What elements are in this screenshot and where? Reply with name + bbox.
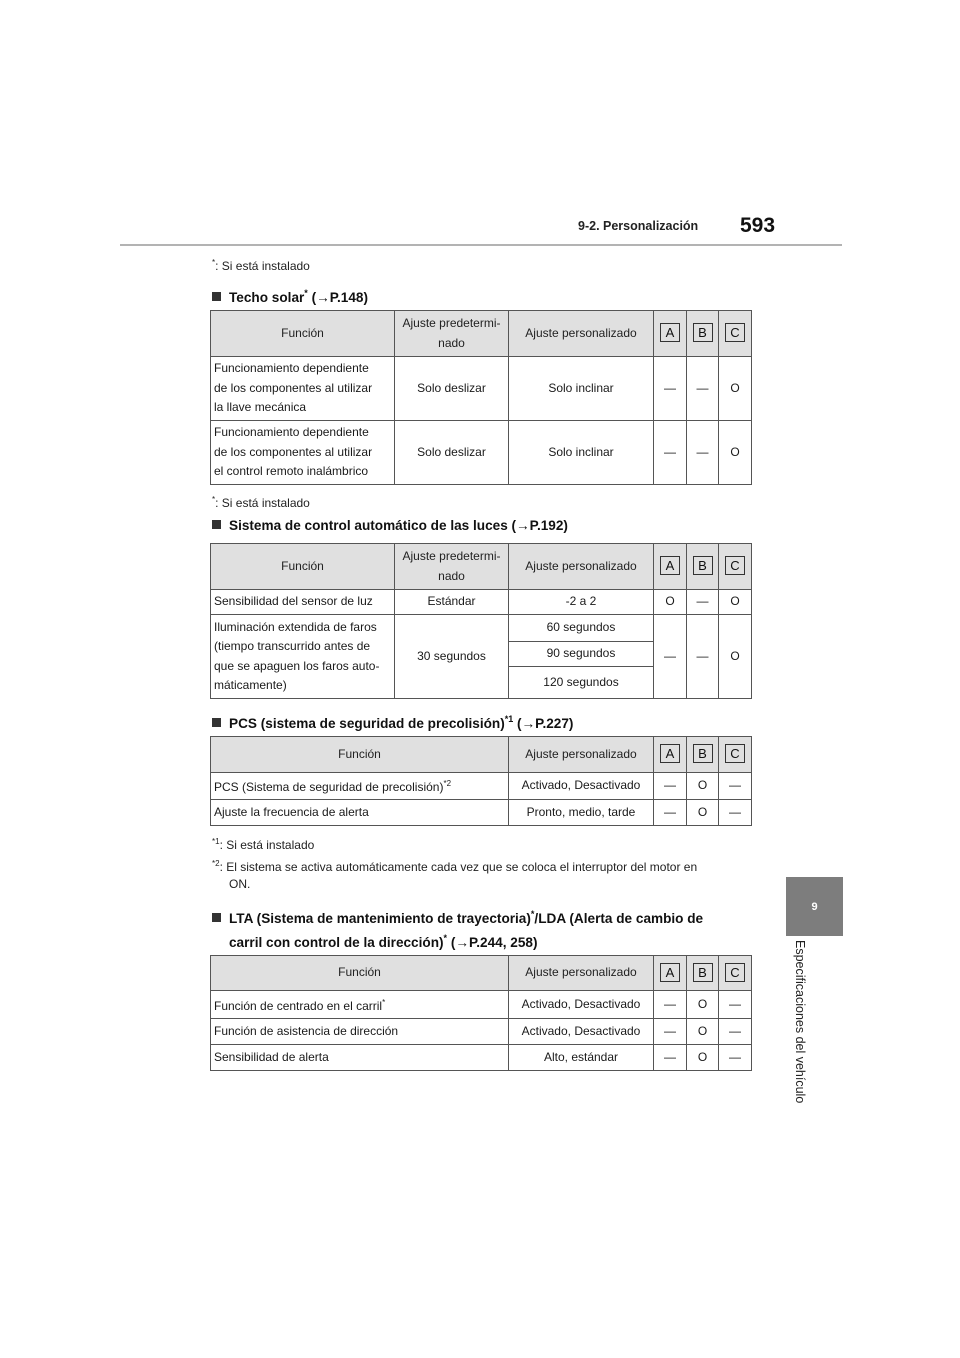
col-ajuste-personalizado: Ajuste personalizado	[509, 544, 654, 590]
cell-personalizado: Alto, estándar	[509, 1045, 654, 1071]
cell-b: —	[687, 421, 719, 485]
cell-a: —	[654, 800, 687, 826]
letter-b-icon: B	[693, 744, 713, 763]
col-b	[687, 311, 719, 357]
cell-b: —	[687, 615, 719, 699]
cell-a: —	[654, 1045, 687, 1071]
letter-c-icon: C	[725, 963, 745, 982]
table-row	[211, 1045, 752, 1071]
col-c	[719, 311, 752, 357]
section-heading: 9-2. Personalización	[578, 219, 699, 233]
cell-a: —	[654, 421, 687, 485]
col-funcion: Función	[211, 956, 509, 991]
table-lta	[210, 955, 752, 1071]
note-techo: *: Si está instalado	[212, 495, 310, 510]
cell-personalizado: -2 a 2	[509, 590, 654, 615]
note-techo-text: Si está instalado	[221, 496, 310, 510]
cell-personalizado: Solo inclinar	[509, 357, 654, 421]
letter-c-icon: C	[725, 556, 745, 575]
page-number: 593	[740, 214, 776, 237]
cell-personalizado: Pronto, medio, tarde	[509, 800, 654, 826]
section-title-techo: Techo solar* (→P.148)	[212, 279, 368, 312]
table-row	[211, 1019, 752, 1045]
cell-personalizado: Activado, Desactivado	[509, 1019, 654, 1045]
table-pcs	[210, 736, 752, 826]
col-a	[654, 737, 687, 773]
cell-b: —	[687, 590, 719, 615]
table-header-row	[211, 737, 752, 773]
note-pcs-1: $^{*1}$: Si está instalado	[212, 837, 315, 852]
col-b	[687, 956, 719, 991]
cell-b: O	[687, 800, 719, 826]
col-b	[687, 544, 719, 590]
col-ajuste-personalizado: Ajuste personalizado	[509, 737, 654, 773]
section-title-luces: Sistema de control automático de las luces (→P.192)	[212, 512, 568, 540]
col-ajuste-predeterminado: Ajuste predetermi- nado	[395, 311, 509, 357]
cell-personalizado: 120 segundos	[509, 667, 654, 699]
cell-c: —	[719, 800, 752, 826]
col-funcion: Función	[211, 311, 395, 357]
section-title-lta-line2: carril con control de la dirección)* (→P.244, 258)	[229, 933, 538, 950]
cell-personalizado: Activado, Desactivado	[509, 773, 654, 800]
col-ajuste-predeterminado: Ajuste predetermi- nado	[395, 544, 509, 590]
note-pcs-1-text: Si está instalado	[226, 838, 315, 852]
cell-predeterminado: 30 segundos	[395, 615, 509, 699]
cell-personalizado: 90 segundos	[509, 642, 654, 667]
col-funcion: Función	[211, 544, 395, 590]
letter-a-icon: A	[660, 744, 680, 763]
chapter-label: Especificaciones del vehículo	[793, 940, 807, 1104]
table-row	[211, 991, 752, 1019]
cell-b: O	[687, 773, 719, 800]
cell-c: O	[719, 357, 752, 421]
letter-c-icon: C	[725, 744, 745, 763]
cell-a: —	[654, 991, 687, 1019]
note-top-text: Si está instalado	[221, 259, 310, 273]
table-header-row	[211, 544, 752, 590]
table-header-row	[211, 311, 752, 357]
col-a	[654, 311, 687, 357]
col-b	[687, 737, 719, 773]
col-c	[719, 544, 752, 590]
table-luces	[210, 543, 752, 699]
cell-c: —	[719, 1045, 752, 1071]
cell-b: O	[687, 991, 719, 1019]
table-row	[211, 800, 752, 826]
note-top: *: Si está instalado	[212, 258, 310, 273]
cell-c: —	[719, 773, 752, 800]
cell-personalizado: Solo inclinar	[509, 421, 654, 485]
col-ajuste-personalizado: Ajuste personalizado	[509, 956, 654, 991]
cell-predeterminado: Estándar	[395, 590, 509, 615]
bullet-icon	[212, 913, 221, 922]
cell-funcion: Sensibilidad del sensor de luz	[211, 590, 395, 615]
col-funcion: Función	[211, 737, 509, 773]
cell-funcion: PCS (Sistema de seguridad de precolisión)$^{*2}$	[211, 773, 509, 800]
col-c	[719, 737, 752, 773]
cell-funcion: Sensibilidad de alerta	[211, 1045, 509, 1071]
table-row	[211, 773, 752, 800]
cell-b: O	[687, 1019, 719, 1045]
table-row	[211, 357, 752, 421]
col-a	[654, 956, 687, 991]
cell-b: O	[687, 1045, 719, 1071]
cell-c: —	[719, 991, 752, 1019]
letter-b-icon: B	[693, 556, 713, 575]
letter-c-icon: C	[725, 323, 745, 342]
table-row	[211, 421, 752, 485]
header-divider	[120, 244, 842, 246]
cell-c: O	[719, 590, 752, 615]
cell-b: —	[687, 357, 719, 421]
cell-c: O	[719, 615, 752, 699]
cell-predeterminado: Solo deslizar	[395, 421, 509, 485]
col-ajuste-personalizado: Ajuste personalizado	[509, 311, 654, 357]
table-header-row	[211, 956, 752, 991]
bullet-icon	[212, 718, 221, 727]
letter-b-icon: B	[693, 323, 713, 342]
note-pcs-2: $^{*2}$: El sistema se activa automáticamente cada vez que se coloca el interruptor del motor en	[212, 859, 698, 874]
cell-personalizado: 60 segundos	[509, 615, 654, 642]
cell-a: —	[654, 357, 687, 421]
bullet-icon	[212, 292, 221, 301]
cell-funcion: Funcionamiento dependiente de los componentes al utilizar el control remoto inalámbrico	[211, 421, 395, 485]
cell-predeterminado: Solo deslizar	[395, 357, 509, 421]
letter-a-icon: A	[660, 963, 680, 982]
cell-a: O	[654, 590, 687, 615]
table-techo	[210, 310, 752, 485]
cell-c: O	[719, 421, 752, 485]
cell-a: —	[654, 773, 687, 800]
letter-a-icon: A	[660, 556, 680, 575]
cell-funcion: Ajuste la frecuencia de alerta	[211, 800, 509, 826]
table-row	[211, 590, 752, 615]
table-row	[211, 615, 752, 642]
cell-a: —	[654, 615, 687, 699]
col-c	[719, 956, 752, 991]
section-title-pcs: PCS (sistema de seguridad de precolisión)$^{*1}$ (→P.227)	[212, 705, 573, 738]
letter-a-icon: A	[660, 323, 680, 342]
cell-funcion: Función de centrado en el carril*	[211, 991, 509, 1019]
col-a	[654, 544, 687, 590]
section-title-lta: LTA (Sistema de mantenimiento de trayectoria)*/LDA (Alerta de cambio de	[212, 900, 703, 933]
note-pcs-2-cont: ON.	[229, 877, 251, 891]
cell-personalizado: Activado, Desactivado	[509, 991, 654, 1019]
chapter-tab-number: 9	[811, 900, 818, 913]
chapter-tab	[786, 877, 843, 936]
letter-b-icon: B	[693, 963, 713, 982]
cell-a: —	[654, 1019, 687, 1045]
cell-funcion: Función de asistencia de dirección	[211, 1019, 509, 1045]
cell-funcion: Funcionamiento dependiente de los componentes al utilizar la llave mecánica	[211, 357, 395, 421]
cell-funcion: Iluminación extendida de faros (tiempo transcurrido antes de que se apaguen los faros auto- máticamente)	[211, 615, 395, 699]
bullet-icon	[212, 520, 221, 529]
cell-c: —	[719, 1019, 752, 1045]
note-pcs-2-text: El sistema se activa automáticamente cada vez que se coloca el interruptor del motor en	[226, 860, 698, 874]
